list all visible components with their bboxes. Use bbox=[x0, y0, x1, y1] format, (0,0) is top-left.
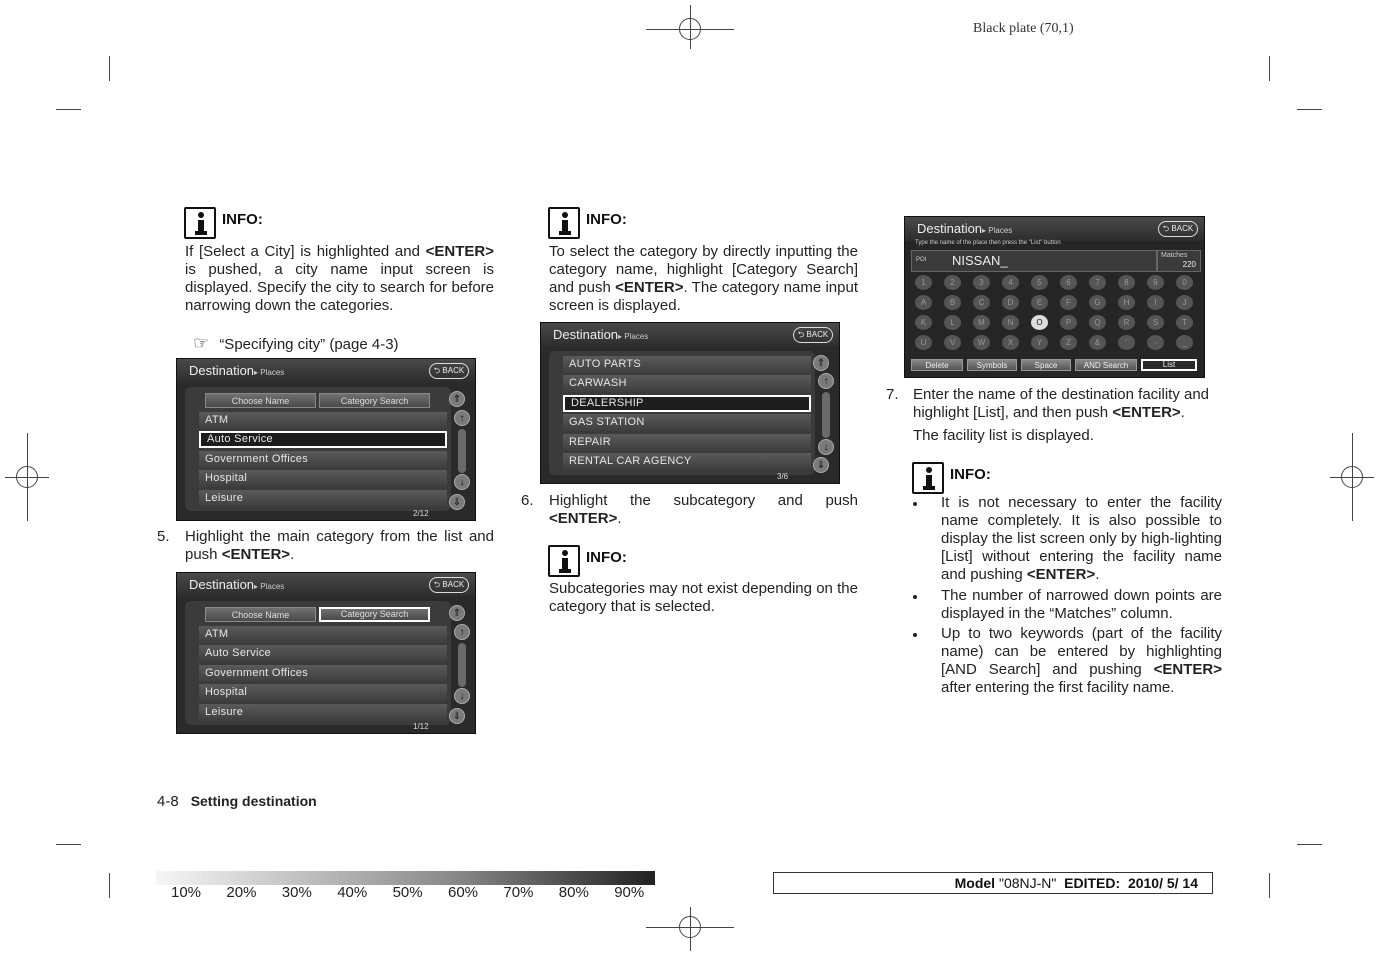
tab-category-search[interactable]: Category Search bbox=[319, 393, 430, 408]
tab-choose-name[interactable]: Choose Name bbox=[205, 393, 316, 408]
info-icon bbox=[548, 545, 580, 577]
keyboard-key[interactable]: 5 bbox=[1031, 275, 1048, 290]
keyboard-key[interactable]: F bbox=[1060, 295, 1077, 310]
percent-label: 40% bbox=[337, 884, 368, 901]
scrollbar[interactable] bbox=[822, 392, 830, 438]
keyboard-key[interactable]: B bbox=[944, 295, 961, 310]
keyboard-key[interactable]: 3 bbox=[973, 275, 990, 290]
percent-label: 50% bbox=[392, 884, 423, 901]
keyboard-key[interactable]: X bbox=[1002, 335, 1019, 350]
keyboard-key[interactable]: C bbox=[973, 295, 990, 310]
info-text-city: If [Select a City] is highlighted and <ENTER> is pushed, a city name input screen is displayed. Specify the city to search for before narrowing down the categories. bbox=[185, 243, 494, 314]
page-counter: 2/12 bbox=[413, 509, 429, 518]
keyboard-key[interactable]: 9 bbox=[1147, 275, 1164, 290]
keyboard-key[interactable]: K bbox=[915, 315, 932, 330]
tab-category-search-selected[interactable]: Category Search bbox=[319, 607, 430, 622]
list-item[interactable]: Hospital bbox=[199, 470, 447, 487]
keyboard-key[interactable]: W bbox=[973, 335, 990, 350]
page-up-icon[interactable]: ⇑ bbox=[449, 391, 465, 407]
keyboard-key[interactable]: Z bbox=[1060, 335, 1077, 350]
list-item[interactable]: ATM bbox=[199, 412, 447, 429]
keyboard-key[interactable]: N bbox=[1002, 315, 1019, 330]
list-item[interactable]: GAS STATION bbox=[563, 414, 811, 431]
list-item[interactable]: ATM bbox=[199, 626, 447, 643]
keyboard-key[interactable]: T bbox=[1176, 315, 1193, 330]
keyboard-key[interactable]: A bbox=[915, 295, 932, 310]
keyboard-key[interactable]: O bbox=[1031, 315, 1048, 330]
page-counter: 1/12 bbox=[413, 722, 429, 731]
info-icon bbox=[548, 207, 580, 239]
info-icon bbox=[184, 207, 216, 239]
nav-screen-category-list: Destination▸ Places ⮌ BACK Choose Name Category Search ATM Auto Service Government Offices Hospital Leisure ⇑ ↑ ↓ ⇓ 2/12 bbox=[176, 358, 476, 521]
keyboard-key[interactable]: Q bbox=[1089, 315, 1106, 330]
list-item[interactable]: REPAIR bbox=[563, 434, 811, 451]
scrollbar[interactable] bbox=[458, 643, 466, 687]
list-item[interactable]: Government Offices bbox=[199, 451, 447, 468]
list-button[interactable]: List bbox=[1141, 359, 1197, 371]
name-input-field[interactable]: POI NISSAN_ bbox=[911, 250, 1157, 272]
instruction-text: Type the name of the place then press the "List" button bbox=[915, 240, 1061, 246]
keyboard-key[interactable]: 7 bbox=[1089, 275, 1106, 290]
keyboard-key[interactable]: Y bbox=[1031, 335, 1048, 350]
scroll-up-icon[interactable]: ↑ bbox=[818, 373, 834, 389]
percent-label: 60% bbox=[448, 884, 479, 901]
model-box: Model "08NJ-N" EDITED: 2010/ 5/ 14 bbox=[773, 872, 1213, 894]
keyboard-key[interactable]: M bbox=[973, 315, 990, 330]
keyboard-key[interactable]: 4 bbox=[1002, 275, 1019, 290]
percent-label: 80% bbox=[558, 884, 589, 901]
nav-screen-subcategory-list: Destination▸ Places ⮌ BACK AUTO PARTS CARWASH DEALERSHIP GAS STATION REPAIR RENTAL CAR AGENCY ⇑ ↑ ↓ ⇓ 3/6 bbox=[540, 322, 840, 484]
list-item[interactable]: Government Offices bbox=[199, 665, 447, 682]
keyboard-key[interactable]: R bbox=[1118, 315, 1135, 330]
info-bullet: It is not necessary to enter the facility name completely. It is also possible to display the list screen only by high-lighting [List] without entering the facility name and pushing <ENTER>. bbox=[913, 494, 1222, 584]
info-icon bbox=[912, 462, 944, 494]
and-search-button[interactable]: AND Search bbox=[1075, 359, 1137, 371]
keyboard-key[interactable]: I bbox=[1147, 295, 1164, 310]
list-item[interactable]: Auto Service bbox=[199, 645, 447, 662]
page-counter: 3/6 bbox=[777, 472, 789, 481]
section-title: Setting destination bbox=[190, 793, 317, 809]
scroll-down-icon[interactable]: ↓ bbox=[818, 439, 834, 455]
keyboard-key[interactable]: D bbox=[1002, 295, 1019, 310]
step-6: 6. Highlight the subcategory and push <ENTER>. bbox=[521, 492, 858, 527]
symbols-button[interactable]: Symbols bbox=[967, 359, 1017, 371]
page-reference: ☞ “Specifying city” (page 4-3) bbox=[193, 333, 399, 353]
keyboard-key[interactable]: U bbox=[915, 335, 932, 350]
scroll-down-icon[interactable]: ↓ bbox=[454, 688, 470, 704]
keyboard-key[interactable]: S bbox=[1147, 315, 1164, 330]
page-up-icon[interactable]: ⇑ bbox=[449, 605, 465, 621]
back-button[interactable]: ⮌ BACK bbox=[1158, 221, 1198, 237]
step-5: 5. Highlight the main category from the list and push <ENTER>. bbox=[157, 528, 494, 563]
page-down-icon[interactable]: ⇓ bbox=[813, 457, 829, 473]
keyboard-key[interactable]: G bbox=[1089, 295, 1106, 310]
keyboard-key[interactable]: 8 bbox=[1118, 275, 1135, 290]
list-item-selected[interactable]: Auto Service bbox=[199, 431, 447, 448]
list-item[interactable]: AUTO PARTS bbox=[563, 356, 811, 373]
list-item[interactable]: CARWASH bbox=[563, 375, 811, 392]
info-bullet: The number of narrowed down points are displayed in the “Matches” column. bbox=[913, 587, 1222, 627]
list-item[interactable]: Leisure bbox=[199, 490, 447, 507]
keyboard-key[interactable]: 0 bbox=[1176, 275, 1193, 290]
page-down-icon[interactable]: ⇓ bbox=[449, 708, 465, 724]
page-up-icon[interactable]: ⇑ bbox=[813, 355, 829, 371]
list-item[interactable]: RENTAL CAR AGENCY bbox=[563, 453, 811, 470]
keyboard-key[interactable]: V bbox=[944, 335, 961, 350]
plate-label: Black plate (70,1) bbox=[973, 21, 1074, 36]
step-7: 7. Enter the name of the destination facility and highlight [List], and then push <ENTER>. The facility list is displayed. bbox=[886, 386, 1210, 444]
percent-label: 70% bbox=[503, 884, 534, 901]
keyboard-key[interactable]: L bbox=[944, 315, 961, 330]
info-text-subcategory: Subcategories may not exist depending on the category that is selected. bbox=[549, 580, 858, 615]
pointing-hand-icon: ☞ bbox=[193, 333, 210, 353]
nav-screen-category-search: Destination▸ Places ⮌ BACK Choose Name Category Search ATM Auto Service Government Offices Hospital Leisure ⇑ ↑ ↓ ⇓ 1/12 bbox=[176, 572, 476, 734]
list-item[interactable]: Leisure bbox=[199, 704, 447, 721]
keyboard-key[interactable]: E bbox=[1031, 295, 1048, 310]
space-button[interactable]: Space bbox=[1021, 359, 1071, 371]
list-item-selected[interactable]: DEALERSHIP bbox=[563, 395, 811, 412]
page-down-icon[interactable]: ⇓ bbox=[449, 494, 465, 510]
percent-label: 90% bbox=[614, 884, 645, 901]
keyboard-key[interactable]: J bbox=[1176, 295, 1193, 310]
matches-box: Matches 220 bbox=[1157, 250, 1201, 272]
keyboard-key[interactable]: & bbox=[1089, 335, 1106, 350]
keyboard-key[interactable]: ' bbox=[1118, 335, 1135, 350]
scroll-up-icon[interactable]: ↑ bbox=[454, 410, 470, 426]
scrollbar[interactable] bbox=[458, 429, 466, 473]
back-button[interactable]: ⮌ BACK bbox=[429, 577, 469, 593]
info-bullet: Up to two keywords (part of the facility name) can be entered by highlighting [AND Search] and pushing <ENTER> after entering the first facility name. bbox=[913, 625, 1222, 700]
page-footer bbox=[157, 793, 317, 810]
nav-screen-name-input: Destination▸ Places ⮌ BACK Type the name of the place then press the "List" button POI NISSAN_ Matches 220 1 2 3 4 5 6 7 8 9 0 A B C D E F G H I J K L M N O P Q R S T U V W X Y Z & ' - _ Delete Symbols Space AND Search List bbox=[904, 216, 1205, 378]
scroll-down-icon[interactable]: ↓ bbox=[454, 474, 470, 490]
keyboard-key[interactable]: 1 bbox=[915, 275, 932, 290]
back-button[interactable]: ⮌ BACK bbox=[429, 363, 469, 379]
tab-choose-name[interactable]: Choose Name bbox=[205, 607, 316, 622]
keyboard-key[interactable]: - bbox=[1147, 335, 1164, 350]
keyboard-key[interactable]: _ bbox=[1176, 335, 1193, 350]
keyboard-key[interactable]: H bbox=[1118, 295, 1135, 310]
page-number: 4-8 bbox=[157, 793, 179, 810]
percent-label: 20% bbox=[226, 884, 257, 901]
keyboard-key[interactable]: P bbox=[1060, 315, 1077, 330]
percent-label: 30% bbox=[281, 884, 312, 901]
scroll-up-icon[interactable]: ↑ bbox=[454, 624, 470, 640]
back-button[interactable]: ⮌ BACK bbox=[793, 327, 833, 343]
keyboard-key[interactable]: 2 bbox=[944, 275, 961, 290]
keyboard-key[interactable]: 6 bbox=[1060, 275, 1077, 290]
list-item[interactable]: Hospital bbox=[199, 684, 447, 701]
info-text-category: To select the category by directly inputting the category name, highlight [Category Search] and push <ENTER>. The category name input screen is displayed. bbox=[549, 243, 858, 314]
percent-label: 10% bbox=[171, 884, 202, 901]
delete-button[interactable]: Delete bbox=[911, 359, 963, 371]
gray-scale-bar bbox=[156, 871, 655, 885]
